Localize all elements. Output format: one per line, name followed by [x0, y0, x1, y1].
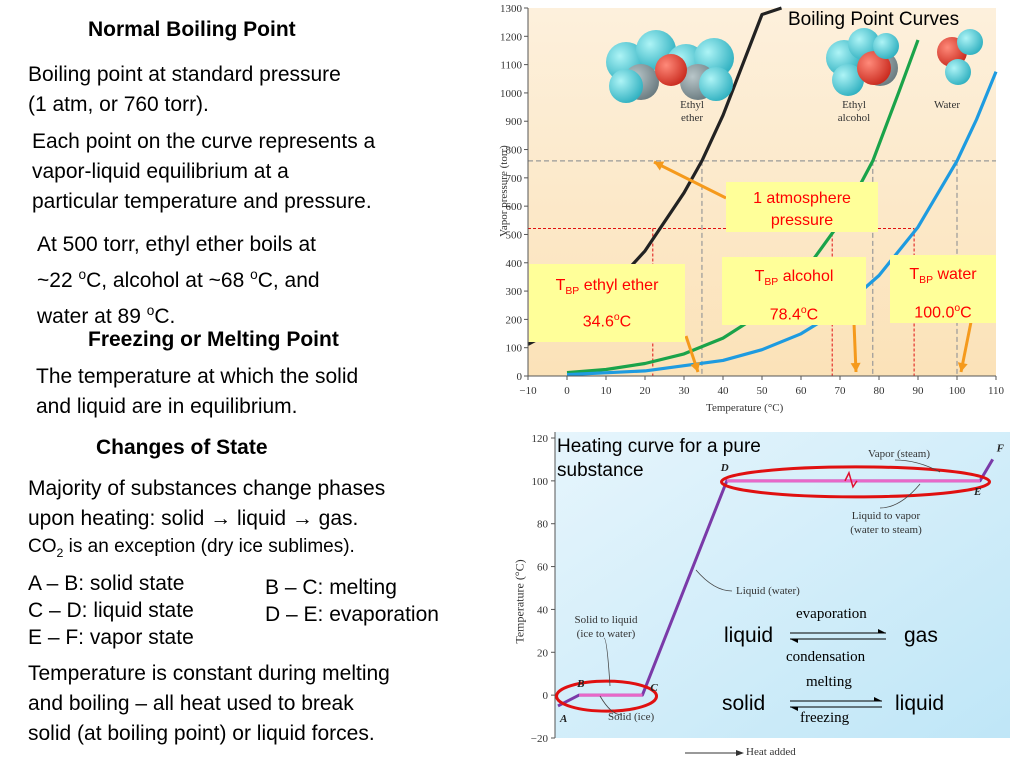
constant-temp-text: [28, 659, 390, 749]
boiling-xtick-label: 20: [639, 385, 651, 397]
majority-line: Majority of substances change phases: [28, 477, 386, 500]
annotation-liquid-to-vapor: Liquid to vapor (water to steam): [850, 510, 922, 536]
boiling-xtick-label: 0: [564, 385, 570, 397]
constant-line: Temperature is constant during melting: [28, 662, 390, 685]
eq-condensation-label: condensation: [786, 649, 866, 665]
point-label: D: [720, 461, 729, 474]
water-bp-box: $T_{BP}$ water 100.0$^o$C: [890, 255, 996, 323]
heating-ytick-label: 100: [531, 475, 548, 488]
boiling-ytick-label: 300: [505, 286, 522, 299]
states-left: [28, 570, 194, 651]
boiling-xtick-label: 90: [912, 385, 924, 397]
ether-bp-box: $T_{BP}$ ethyl ether 34.6$^o$C: [529, 264, 685, 342]
heating-ytick-label: 80: [537, 518, 548, 531]
annotation-liquid: Liquid (water): [736, 585, 800, 597]
point-label: B: [577, 678, 585, 691]
co2-exception: $CO_2$ is an exception (dry ice sublimes).: [28, 536, 355, 560]
boiling-ytick-label: 1300: [500, 3, 522, 15]
eq-solid-label: solid: [722, 692, 766, 715]
boiling-ytick-label: 200: [505, 314, 522, 327]
boiling-ytick-label: 800: [505, 144, 522, 157]
heading-freezing-point: Freezing or Melting Point: [88, 328, 339, 351]
annotation-solid-to-liquid: Solid to liquid (ice to water): [574, 614, 638, 640]
boiling-ytick-label: 900: [505, 116, 522, 129]
heating-ytick-label: 20: [537, 647, 548, 660]
boiling-ytick-label: 0: [516, 371, 522, 383]
boiling-xtick-label: 60: [795, 385, 807, 397]
boiling-chart-title: Boiling Point Curves: [788, 9, 960, 30]
heating-curve-figure: [500, 428, 1024, 768]
heading-normal-boiling-point: Normal Boiling Point: [88, 18, 296, 41]
boiling-ytick-label: 700: [505, 172, 522, 185]
boiling-ytick-label: 400: [505, 257, 522, 270]
freeze-definition-line: and liquid are in equilibrium.: [36, 395, 298, 418]
boiling-ytick-label: 1000: [500, 87, 522, 100]
heating-ytick-label: 60: [537, 561, 548, 574]
torr-example-line: ~22 $^o$C, alcohol at ~68 $^o$C, and: [37, 267, 320, 292]
eq-gas-label: gas: [904, 624, 938, 647]
majority-text: [28, 474, 385, 534]
heat-added-arrowhead: [736, 750, 744, 756]
curve-definition-line: particular temperature and pressure.: [32, 190, 372, 213]
point-label: A: [560, 712, 568, 725]
heating-ytick-label: 0: [542, 690, 548, 703]
eq-liquid2-label: liquid: [895, 692, 945, 715]
constant-line: solid (at boiling point) or liquid forces.: [28, 722, 375, 745]
eq-liquid-label: liquid: [724, 624, 774, 647]
torr-example-line: At 500 torr, ethyl ether boils at: [37, 233, 316, 256]
state-item: A – B: solid state: [28, 572, 185, 595]
alcohol-bp-box: $T_{BP}$ alcohol 78.4$^o$C: [722, 257, 866, 325]
eq-freezing-label: freezing: [800, 710, 850, 726]
point-label: F: [996, 442, 1005, 455]
heating-ytick-label: 40: [537, 604, 548, 617]
molecule-label-water: Water: [934, 99, 960, 111]
state-item: E – F: vapor state: [28, 626, 194, 649]
torr-example-line: water at 89 $^o$C.: [37, 303, 176, 328]
boiling-xtick-label: 110: [987, 385, 1005, 397]
boiling-curve-figure: [476, 0, 1024, 420]
annotation-vapor: Vapor (steam): [868, 448, 931, 460]
constant-line: and boiling – all heat used to break: [28, 692, 354, 715]
heating-ylabel: Temperature (°C): [512, 559, 527, 644]
bp-definition: [28, 60, 341, 120]
annotation-solid: Solid (ice): [608, 711, 655, 723]
curve-definition: [32, 127, 375, 217]
bp-definition-line: Boiling point at standard pressure: [28, 63, 341, 86]
eq-evaporation-label: evaporation: [796, 606, 867, 622]
boiling-ytick-label: 100: [505, 342, 522, 355]
heating-ytick-label: 120: [531, 433, 548, 445]
boiling-xtick-label: −10: [519, 385, 537, 397]
point-label: C: [650, 682, 658, 695]
boiling-xtick-label: 80: [873, 385, 885, 397]
boiling-xtick-label: 40: [717, 385, 729, 397]
majority-line: upon heating: solid → liquid → gas.: [28, 507, 359, 530]
boiling-ytick-label: 1100: [500, 59, 522, 72]
state-item: C – D: liquid state: [28, 599, 194, 622]
molecule-label-alcohol: Ethyl alcohol: [837, 99, 871, 124]
boiling-ylabel: Vapor pressure (torr): [498, 145, 510, 237]
boiling-ytick-label: 1200: [500, 31, 522, 44]
torr-example: [37, 230, 320, 332]
boiling-xtick-label: 30: [678, 385, 690, 397]
eq-melting-label: melting: [806, 674, 852, 690]
state-item: B – C: melting: [265, 576, 397, 599]
boiling-ytick-label: 600: [505, 201, 522, 214]
heating-ytick-label: −20: [530, 733, 548, 745]
molecule-label-ether: Ethyl ether: [680, 99, 704, 124]
bp-definition-line: (1 atm, or 760 torr).: [28, 93, 209, 116]
atmosphere-label-box: 1 atmosphere pressure: [726, 182, 878, 232]
heading-changes-of-state: Changes of State: [96, 436, 268, 459]
boiling-xtick-label: 10: [600, 385, 612, 397]
boiling-xtick-label: 100: [948, 385, 966, 397]
boiling-xlabel: Temperature (°C): [706, 402, 784, 414]
freeze-definition-line: The temperature at which the solid: [36, 365, 359, 388]
boiling-xtick-label: 50: [756, 385, 768, 397]
curve-definition-line: Each point on the curve represents a: [32, 130, 376, 153]
heating-xlabel: Heat added: [746, 746, 796, 758]
state-item: D – E: evaporation: [265, 603, 439, 626]
curve-definition-line: vapor-liquid equilibrium at a: [32, 160, 289, 183]
boiling-ytick-label: 500: [505, 229, 522, 242]
point-label: E: [974, 485, 982, 498]
states-right: [265, 574, 439, 628]
heating-chart-title: Heating curve for a pure substance: [557, 436, 761, 481]
freeze-definition: [36, 362, 358, 422]
boiling-xtick-label: 70: [834, 385, 846, 397]
